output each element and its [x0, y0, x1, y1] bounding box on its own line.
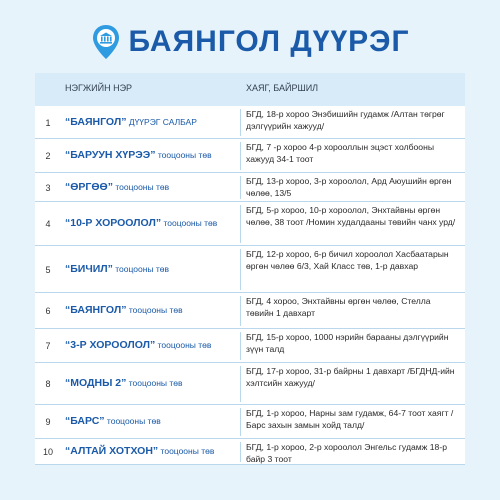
column-divider: [240, 442, 241, 462]
branch-name-quoted: “БАЯНГОЛ”: [65, 115, 127, 128]
table-row: [35, 363, 465, 405]
page-title: БАЯНГОЛ ДҮҮРЭГ: [128, 25, 410, 58]
branch-address: БГД, 13-р хороо, 3-р хороолол, Ард Аюушийн өргөн чөлөө, 13/5: [246, 176, 452, 198]
branch-type: тооцооны төв: [155, 150, 212, 160]
branch-address: БГД, 17-р хороо, 31-р байрны 1 давхарт /БГДНД-ийн хэлтсийн хажууд/: [246, 366, 455, 388]
branch-name: [65, 304, 183, 316]
branch-name: [65, 149, 212, 161]
branch-type: ДҮҮРЭГ САЛБАР: [126, 116, 197, 127]
branch-name-quoted: “БАРС”: [65, 415, 105, 427]
column-divider: [240, 109, 241, 136]
row-number: 5: [45, 264, 51, 275]
table-row: [35, 329, 465, 363]
branch-table: [35, 73, 465, 465]
branch-name-quoted: “БИЧИЛ”: [65, 262, 113, 275]
column-divider: [240, 249, 241, 290]
branch-type: тооцооны төв: [104, 416, 161, 426]
branch-name: [65, 116, 197, 128]
column-divider: [240, 296, 241, 326]
table-row: [35, 405, 465, 439]
row-number: 7: [45, 341, 51, 351]
page-header: [0, 22, 500, 62]
column-divider: [240, 142, 241, 170]
branch-address: БГД, 1-р хороо, Нарны зам гудамж, 64-7 тоот хаягт /Барс захын замын хойд талд/: [246, 408, 454, 430]
branch-address: БГД, 12-р хороо, 6-р бичил хороолол Хасбаатарын өргөн чөлөө 6/3, Хай Класс төв, 1-р давхар: [246, 249, 449, 271]
branch-name: [65, 263, 169, 275]
branch-name: [65, 339, 211, 351]
branch-name-quoted: “АЛТАЙ ХОТХОН”: [65, 445, 159, 457]
branch-type: тооцооны төв: [126, 305, 183, 315]
row-number: 4: [45, 219, 51, 229]
building-location-pin-icon: [91, 24, 121, 60]
row-number: 8: [45, 379, 51, 389]
branch-name-quoted: “3-Р ХОРООЛОЛ”: [65, 339, 156, 351]
row-number: 10: [42, 447, 53, 457]
table-row: [35, 246, 465, 293]
branch-type: тооцооны төв: [126, 378, 183, 388]
branch-type: тооцооны төв: [112, 263, 170, 274]
branch-type: тооцооны төв: [161, 218, 218, 228]
table-row: [35, 293, 465, 329]
row-number: 9: [45, 417, 51, 427]
branch-address: БГД, 5-р хороо, 10-р хороолол, Энхтайвны өргөн чөлөө, 38 тоот /Номин худалдааны төвийн чанх урд/: [246, 205, 456, 227]
branch-name: [65, 377, 183, 389]
branch-type: тооцооны төв: [158, 446, 215, 456]
column-divider: [240, 205, 241, 243]
table-row: [35, 173, 465, 202]
branch-address: БГД, 15-р хороо, 1000 нэрийн барааны дэлгүүрийн зүүн талд: [246, 332, 449, 354]
table-row: [35, 106, 465, 139]
branch-type: тооцооны төв: [112, 181, 170, 192]
table-row: [35, 139, 465, 173]
branch-name-quoted: “ӨРГӨӨ”: [65, 180, 113, 193]
row-number: 6: [45, 306, 51, 316]
row-number: 2: [45, 151, 51, 161]
row-number: 1: [45, 117, 51, 128]
branch-type: тооцооны төв: [155, 340, 212, 350]
column-header-address: ХАЯГ, БАЙРШИЛ: [246, 83, 319, 93]
branch-name-quoted: “БАЯНГОЛ”: [65, 304, 127, 316]
branch-address: БГД, 1-р хороо, 2-р хороолол Энгельс гудамж 18-р байр 3 тоот: [246, 442, 447, 464]
column-divider: [240, 332, 241, 360]
column-divider: [240, 366, 241, 402]
branch-name: [65, 445, 214, 457]
branch-address: БГД, 18-р хороо Энэбишийн гудамж /Алтан төгрөг дэлгүүрийн хажууд/: [246, 109, 445, 131]
column-header-name: НЭГЖИЙН НЭР: [65, 83, 133, 93]
table-header: [35, 73, 465, 106]
branch-name: [65, 415, 161, 427]
column-divider: [240, 408, 241, 436]
row-number: 3: [45, 182, 51, 193]
table-row: [35, 439, 465, 465]
branch-address: БГД, 4 хороо, Энхтайвны өргөн чөлөө, Стелла төвийн 1 давхарт: [246, 296, 431, 318]
column-divider: [240, 176, 241, 199]
branch-name-quoted: “МОДНЫ 2”: [65, 377, 127, 389]
branch-name-quoted: “БАРУУН ХҮРЭЭ”: [65, 149, 156, 161]
branch-name-quoted: “10-Р ХОРООЛОЛ”: [65, 217, 162, 229]
branch-address: БГД, 7 -р хороо 4-р хорооллын эцэст холбооны хажууд 34-1 тоот: [246, 142, 435, 164]
table-row: [35, 202, 465, 246]
branch-name: [65, 181, 169, 193]
branch-name: [65, 217, 217, 229]
